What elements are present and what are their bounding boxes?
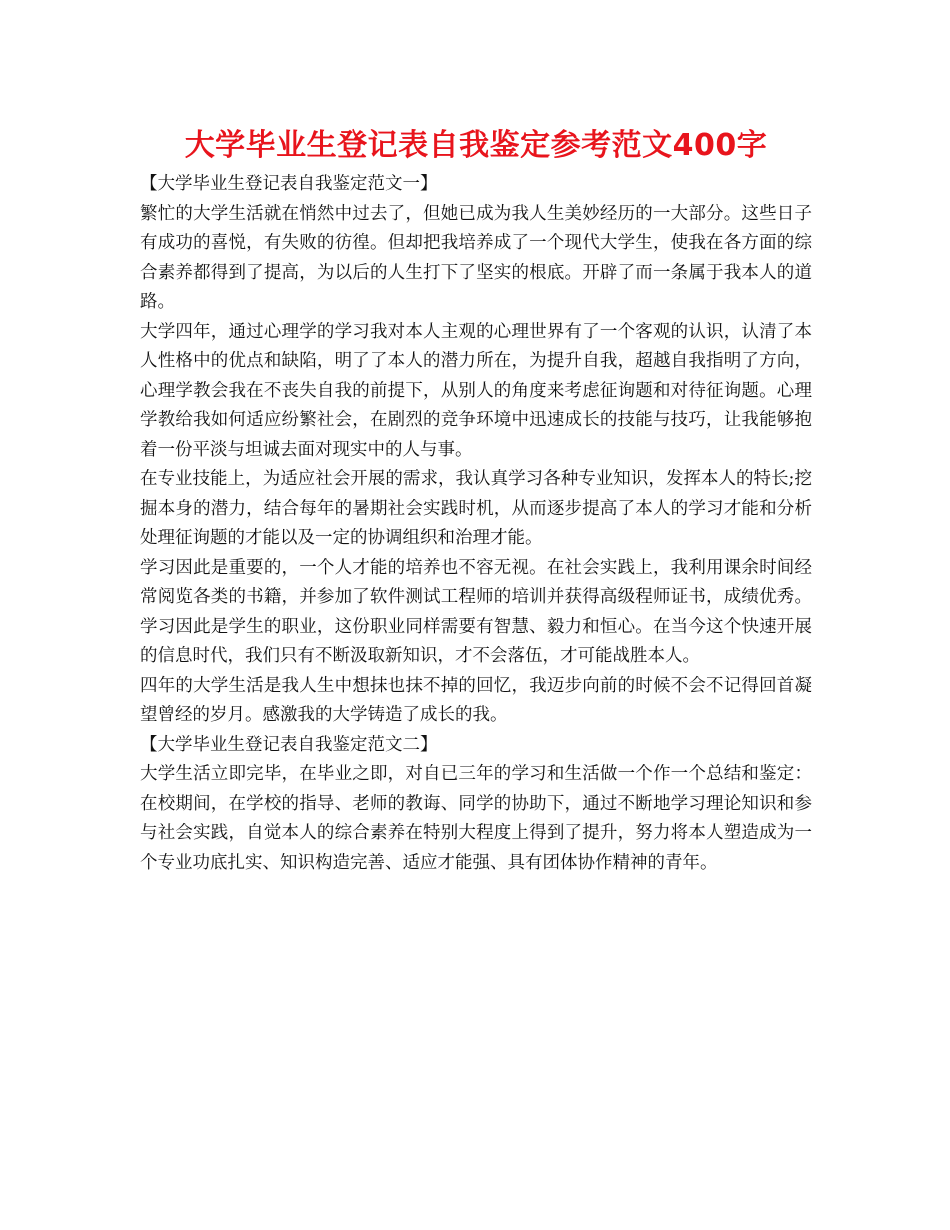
paragraph: 学习因此是重要的，一个人才能的培养也不容无视。在社会实践上，我利用课余时间经常阅览各类的书籍，并参加了软件测试工程师的培训并获得高级程师证书，成绩优秀。学习因此是学生的职业，这份职业同样需要有智慧、毅力和恒心。在当今这个快速开展的信息时代，我们只有不断汲取新知识，才不会落伍，才可能战胜本人。 (140, 557, 812, 666)
section-heading-1: 【大学毕业生登记表自我鉴定范文一】 (140, 174, 438, 194)
paragraph: 四年的大学生活是我人生中想抹也抹不掉的回忆，我迈步向前的时候不会不记得回首凝望曾经的岁月。感激我的大学铸造了成长的我。 (140, 675, 812, 725)
section-heading-2: 【大学毕业生登记表自我鉴定范文二】 (140, 734, 438, 755)
document-body (140, 170, 812, 878)
paragraph: 大学四年，通过心理学的学习我对本人主观的心理世界有了一个客观的认识，认清了本人性格中的优点和缺陷，明了了本人的潜力所在，为提升自我，超越自我指明了方向，心理学教会我在不丧失自我的前提下，从别人的角度来考虑征询题和对待征询题。心理学教给我如何适应纷繁社会，在剧烈的竞争环境中迅速成长的技能与技巧，让我能够抱着一份平淡与坦诚去面对现实中的人与事。 (140, 321, 812, 460)
paragraph: 繁忙的大学生活就在悄然中过去了，但她已成为我人生美妙经历的一大部分。这些日子有成功的喜悦，有失败的彷徨。但却把我培养成了一个现代大学生，使我在各方面的综合素养都得到了提高，为以后的人生打下了坚实的根底。开辟了而一条属于我本人的道路。 (140, 203, 812, 312)
document-title: 大学毕业生登记表自我鉴定参考范文400字 (184, 128, 768, 163)
paragraph: 在专业技能上，为适应社会开展的需求，我认真学习各种专业知识，发挥本人的特长;挖掘本身的潜力，结合每年的暑期社会实践时机，从而逐步提高了本人的学习才能和分析处理征询题的才能以及一定的协调组织和治理才能。 (140, 469, 812, 548)
document-page (140, 122, 812, 878)
paragraph: 大学生活立即完毕，在毕业之即，对自已三年的学习和生活做一个作一个总结和鉴定：在校期间，在学校的指导、老师的教诲、同学的协助下，通过不断地学习理论知识和参与社会实践，自觉本人的综合素养在特别大程度上得到了提升，努力将本人塑造成为一个专业功底扎实、知识构造完善、适应才能强、具有团体协作精神的青年。 (140, 764, 812, 873)
